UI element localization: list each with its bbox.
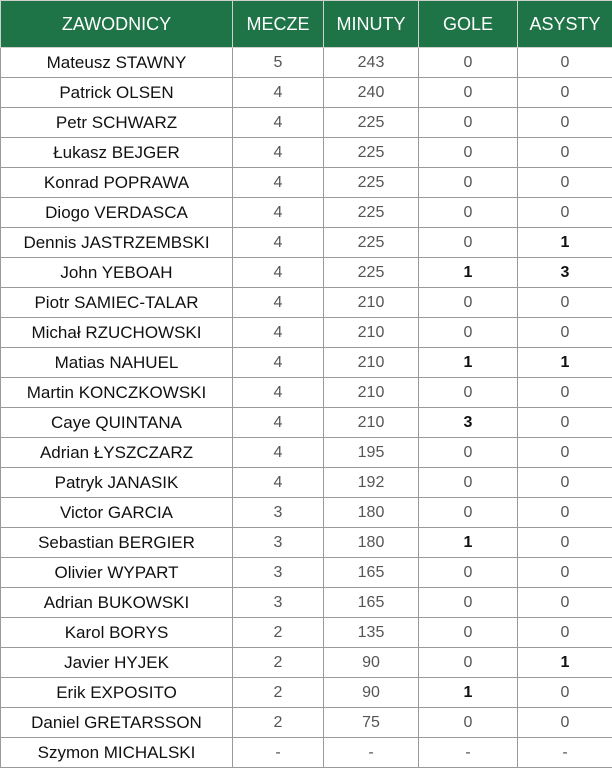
minutes-cell: 210 <box>324 318 419 348</box>
player-name-cell: Daniel GRETARSSON <box>1 708 233 738</box>
assists-cell: 0 <box>518 378 612 408</box>
player-name-cell: Sebastian BERGIER <box>1 528 233 558</box>
matches-cell: 4 <box>233 228 324 258</box>
player-name-cell: Victor GARCIA <box>1 498 233 528</box>
minutes-cell: 165 <box>324 588 419 618</box>
goals-cell: 1 <box>419 678 518 708</box>
goals-cell: 0 <box>419 138 518 168</box>
matches-cell: 4 <box>233 198 324 228</box>
header-goals: GOLE <box>419 1 518 48</box>
header-minutes: MINUTY <box>324 1 419 48</box>
matches-cell: 3 <box>233 558 324 588</box>
goals-cell: 0 <box>419 468 518 498</box>
player-name-cell: Mateusz STAWNY <box>1 48 233 78</box>
goals-cell: 0 <box>419 498 518 528</box>
goals-cell: 0 <box>419 558 518 588</box>
matches-cell: 4 <box>233 408 324 438</box>
minutes-cell: 210 <box>324 408 419 438</box>
table-row <box>1 438 612 468</box>
table-row <box>1 408 612 438</box>
goals-cell: 1 <box>419 348 518 378</box>
player-name-cell: Patryk JANASIK <box>1 468 233 498</box>
player-name-cell: Karol BORYS <box>1 618 233 648</box>
goals-cell: 0 <box>419 78 518 108</box>
assists-cell: 0 <box>518 138 612 168</box>
matches-cell: 3 <box>233 528 324 558</box>
player-name-cell: Erik EXPOSITO <box>1 678 233 708</box>
goals-cell: - <box>419 738 518 768</box>
table-row <box>1 528 612 558</box>
matches-cell: 4 <box>233 468 324 498</box>
player-name-cell: Piotr SAMIEC-TALAR <box>1 288 233 318</box>
table-body <box>1 48 612 768</box>
player-name-cell: Łukasz BEJGER <box>1 138 233 168</box>
goals-cell: 1 <box>419 258 518 288</box>
table-row <box>1 678 612 708</box>
table-row <box>1 558 612 588</box>
table-row <box>1 708 612 738</box>
minutes-cell: 135 <box>324 618 419 648</box>
table-row <box>1 738 612 768</box>
player-name-cell: Adrian ŁYSZCZARZ <box>1 438 233 468</box>
minutes-cell: 75 <box>324 708 419 738</box>
table-row <box>1 228 612 258</box>
assists-cell: 0 <box>518 288 612 318</box>
assists-cell: 0 <box>518 588 612 618</box>
matches-cell: 2 <box>233 678 324 708</box>
header-players: ZAWODNICY <box>1 1 233 48</box>
table-row <box>1 348 612 378</box>
player-name-cell: Olivier WYPART <box>1 558 233 588</box>
goals-cell: 0 <box>419 168 518 198</box>
minutes-cell: 225 <box>324 168 419 198</box>
goals-cell: 0 <box>419 318 518 348</box>
player-name-cell: Konrad POPRAWA <box>1 168 233 198</box>
table-row <box>1 78 612 108</box>
minutes-cell: 210 <box>324 348 419 378</box>
assists-cell: 0 <box>518 198 612 228</box>
minutes-cell: 90 <box>324 648 419 678</box>
assists-cell: 0 <box>518 108 612 138</box>
assists-cell: 3 <box>518 258 612 288</box>
table-row <box>1 618 612 648</box>
minutes-cell: 225 <box>324 198 419 228</box>
player-name-cell: Caye QUINTANA <box>1 408 233 438</box>
goals-cell: 1 <box>419 528 518 558</box>
assists-cell: 1 <box>518 348 612 378</box>
minutes-cell: 90 <box>324 678 419 708</box>
minutes-cell: 165 <box>324 558 419 588</box>
matches-cell: 4 <box>233 378 324 408</box>
goals-cell: 0 <box>419 288 518 318</box>
minutes-cell: 210 <box>324 288 419 318</box>
matches-cell: 4 <box>233 78 324 108</box>
goals-cell: 3 <box>419 408 518 438</box>
matches-cell: 5 <box>233 48 324 78</box>
matches-cell: 3 <box>233 498 324 528</box>
matches-cell: 4 <box>233 318 324 348</box>
table-row <box>1 168 612 198</box>
assists-cell: 1 <box>518 228 612 258</box>
matches-cell: 2 <box>233 618 324 648</box>
assists-cell: 0 <box>518 318 612 348</box>
header-row <box>1 1 612 48</box>
matches-cell: 4 <box>233 438 324 468</box>
goals-cell: 0 <box>419 378 518 408</box>
goals-cell: 0 <box>419 108 518 138</box>
player-name-cell: Adrian BUKOWSKI <box>1 588 233 618</box>
player-name-cell: John YEBOAH <box>1 258 233 288</box>
matches-cell: 2 <box>233 708 324 738</box>
goals-cell: 0 <box>419 618 518 648</box>
player-name-cell: Martin KONCZKOWSKI <box>1 378 233 408</box>
minutes-cell: 192 <box>324 468 419 498</box>
assists-cell: 0 <box>518 708 612 738</box>
table-row <box>1 648 612 678</box>
assists-cell: 0 <box>518 48 612 78</box>
goals-cell: 0 <box>419 48 518 78</box>
player-name-cell: Diogo VERDASCA <box>1 198 233 228</box>
goals-cell: 0 <box>419 438 518 468</box>
matches-cell: 4 <box>233 288 324 318</box>
table-row <box>1 258 612 288</box>
table-row <box>1 108 612 138</box>
assists-cell: 0 <box>518 558 612 588</box>
table-row <box>1 48 612 78</box>
minutes-cell: 210 <box>324 378 419 408</box>
goals-cell: 0 <box>419 648 518 678</box>
assists-cell: 0 <box>518 168 612 198</box>
player-name-cell: Dennis JASTRZEMBSKI <box>1 228 233 258</box>
minutes-cell: - <box>324 738 419 768</box>
player-name-cell: Javier HYJEK <box>1 648 233 678</box>
table-row <box>1 588 612 618</box>
minutes-cell: 225 <box>324 228 419 258</box>
minutes-cell: 180 <box>324 528 419 558</box>
minutes-cell: 180 <box>324 498 419 528</box>
table-row <box>1 498 612 528</box>
table-row <box>1 198 612 228</box>
header-assists: ASYSTY <box>518 1 612 48</box>
assists-cell: 0 <box>518 408 612 438</box>
minutes-cell: 195 <box>324 438 419 468</box>
goals-cell: 0 <box>419 198 518 228</box>
matches-cell: 4 <box>233 138 324 168</box>
table-row <box>1 138 612 168</box>
header-matches: MECZE <box>233 1 324 48</box>
assists-cell: 0 <box>518 498 612 528</box>
player-name-cell: Szymon MICHALSKI <box>1 738 233 768</box>
matches-cell: 2 <box>233 648 324 678</box>
matches-cell: 4 <box>233 108 324 138</box>
matches-cell: 4 <box>233 168 324 198</box>
matches-cell: 4 <box>233 348 324 378</box>
assists-cell: 0 <box>518 468 612 498</box>
table-row <box>1 468 612 498</box>
assists-cell: 0 <box>518 78 612 108</box>
player-name-cell: Petr SCHWARZ <box>1 108 233 138</box>
assists-cell: 0 <box>518 678 612 708</box>
matches-cell: 4 <box>233 258 324 288</box>
table-row <box>1 288 612 318</box>
minutes-cell: 225 <box>324 258 419 288</box>
table-row <box>1 378 612 408</box>
assists-cell: 0 <box>518 438 612 468</box>
assists-cell: 0 <box>518 618 612 648</box>
goals-cell: 0 <box>419 708 518 738</box>
assists-cell: 0 <box>518 528 612 558</box>
player-name-cell: Michał RZUCHOWSKI <box>1 318 233 348</box>
goals-cell: 0 <box>419 228 518 258</box>
player-name-cell: Matias NAHUEL <box>1 348 233 378</box>
matches-cell: 3 <box>233 588 324 618</box>
minutes-cell: 240 <box>324 78 419 108</box>
player-name-cell: Patrick OLSEN <box>1 78 233 108</box>
minutes-cell: 225 <box>324 138 419 168</box>
assists-cell: - <box>518 738 612 768</box>
matches-cell: - <box>233 738 324 768</box>
table-row <box>1 318 612 348</box>
minutes-cell: 225 <box>324 108 419 138</box>
minutes-cell: 243 <box>324 48 419 78</box>
goals-cell: 0 <box>419 588 518 618</box>
assists-cell: 1 <box>518 648 612 678</box>
